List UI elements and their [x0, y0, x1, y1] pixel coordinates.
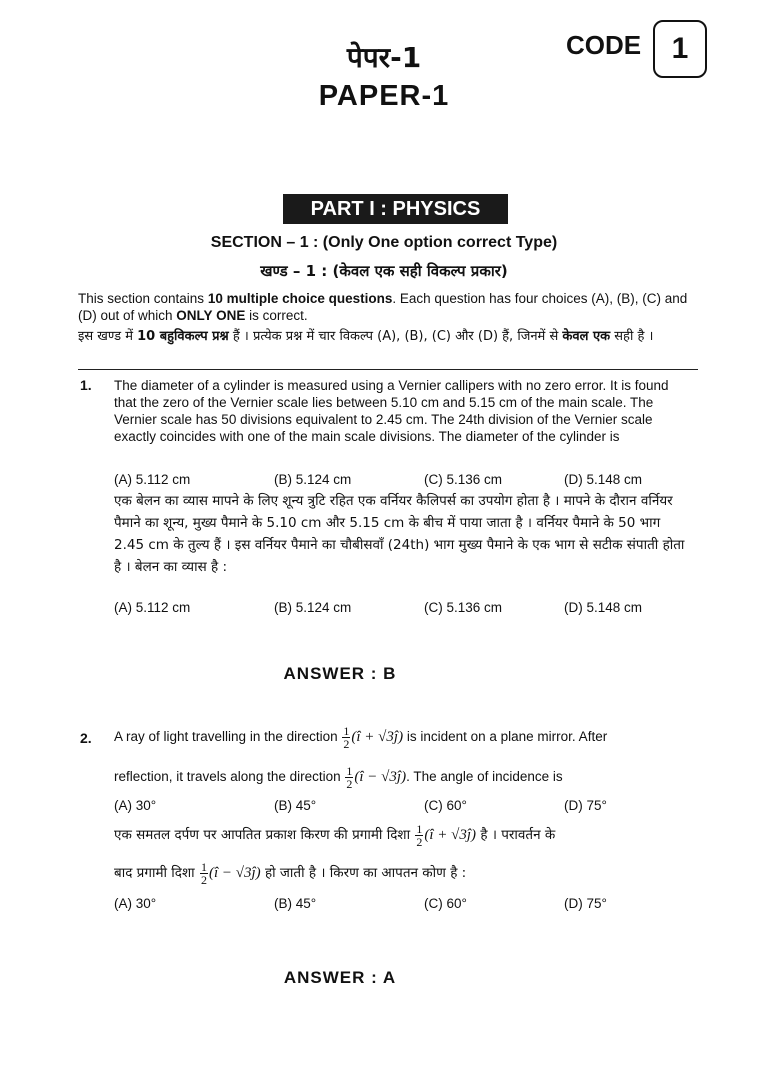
- divider: [78, 369, 698, 370]
- option-a[interactable]: (A) 5.112 cm: [114, 600, 191, 615]
- option-d[interactable]: (D) 75°: [564, 896, 607, 911]
- paper-title: PAPER-1: [318, 80, 450, 112]
- fraction-half: $\frac{1}{2}$: [343, 723, 350, 751]
- option-d[interactable]: (D) 5.148 cm: [564, 600, 643, 615]
- option-c[interactable]: (C) 5.136 cm: [424, 600, 503, 615]
- question-2-hindi-line-1: एक समतल दर्पण पर आपतित प्रकाश किरण की प्रगामी दिशा $\frac{1}{2}$ (î + √3ĵ) है । परावर्तन के: [114, 821, 556, 849]
- option-c[interactable]: (C) 60°: [424, 896, 467, 911]
- section-instructions: This section contains 10 multiple choice questions. Each question has four choices (A), (B), (C) and (D) out of which ONLY ONE is correct.: [78, 291, 688, 323]
- option-b[interactable]: (B) 5.124 cm: [274, 472, 352, 487]
- section-heading-hindi: खण्ड – 1 : (केवल एक सही विकल्प प्रकार): [260, 262, 508, 280]
- question-2-options-hindi: [114, 896, 694, 914]
- question-2-hindi-line-2: बाद प्रगामी दिशा $\frac{1}{2}$ (î − √3ĵ) हो जाती है । किरण का आपतन कोण है :: [114, 859, 467, 887]
- part-banner: PART I : PHYSICS: [283, 194, 508, 224]
- section-heading: SECTION – 1 : (Only One option correct Type): [210, 234, 558, 251]
- question-2-line-2: reflection, it travels along the direction $\frac{1}{2}$ (î − √3ĵ). The angle of incidence is: [114, 763, 563, 791]
- fraction-half: $\frac{1}{2}$: [416, 821, 423, 849]
- question-1-options-hindi: [114, 600, 694, 618]
- paper-title-hindi: पेपर-1: [346, 41, 422, 74]
- option-c[interactable]: (C) 5.136 cm: [424, 472, 503, 487]
- option-b[interactable]: (B) 45°: [274, 798, 317, 813]
- option-a[interactable]: (A) 30°: [114, 798, 157, 813]
- code-value-box: 1: [653, 20, 707, 78]
- option-a[interactable]: (A) 30°: [114, 896, 157, 911]
- question-2-number: 2.: [80, 730, 92, 746]
- question-1-text: The diameter of a cylinder is measured using a Vernier callipers with no zero error. It is found that the zero of the Vernier scale lies between 5.10 cm and 5.15 cm of the main scale. The Vernier scale has 50 divisions equivalent to 2.45 cm. The 24th division of the Vernier scale exactly coincides with one of the main scale divisions. The diameter of the cylinder is: [114, 378, 669, 444]
- code-label: CODE: [566, 30, 642, 60]
- option-d[interactable]: (D) 5.148 cm: [564, 472, 643, 487]
- option-b[interactable]: (B) 5.124 cm: [274, 600, 352, 615]
- question-2-answer: ANSWER : A: [283, 968, 397, 987]
- question-1-options: [114, 472, 694, 490]
- question-1-text-hindi: एक बेलन का व्यास मापने के लिए शून्य त्रुटि रहित एक वर्नियर कैलिपर्स का उपयोग होता है । मापने के दौरान वर्नियर पैमाने का शून्य, मुख्य पैमाने के 5.10 cm और 5.15 cm के बीच में पाया जाता है । वर्नियर पैमाने के 50 भाग 2.45 cm के तुल्य हैं । इस वर्नियर पैमाने का चौबीसवाँ (24th) भाग मुख्य पैमाने के एक भाग से सटीक संपाती होता है । बेलन का व्यास है :: [114, 493, 685, 575]
- question-1-number: 1.: [80, 377, 92, 393]
- option-c[interactable]: (C) 60°: [424, 798, 467, 813]
- question-1-answer: ANSWER : B: [283, 664, 397, 683]
- option-b[interactable]: (B) 45°: [274, 896, 317, 911]
- section-instructions-hindi: इस खण्ड में 10 बहुविकल्प प्रश्न हैं । प्रत्येक प्रश्न में चार विकल्प (A), (B), (C) और (D) हैं, जिनमें से केवल एक सही है ।: [78, 329, 654, 344]
- option-a[interactable]: (A) 5.112 cm: [114, 472, 191, 487]
- question-2-line-1: A ray of light travelling in the direction $\frac{1}{2}$ (î + √3ĵ) is incident on a plane mirror. After: [114, 723, 608, 751]
- option-d[interactable]: (D) 75°: [564, 798, 607, 813]
- question-2-options: [114, 798, 694, 816]
- fraction-half: $\frac{1}{2}$: [200, 859, 207, 887]
- fraction-half: $\frac{1}{2}$: [346, 763, 353, 791]
